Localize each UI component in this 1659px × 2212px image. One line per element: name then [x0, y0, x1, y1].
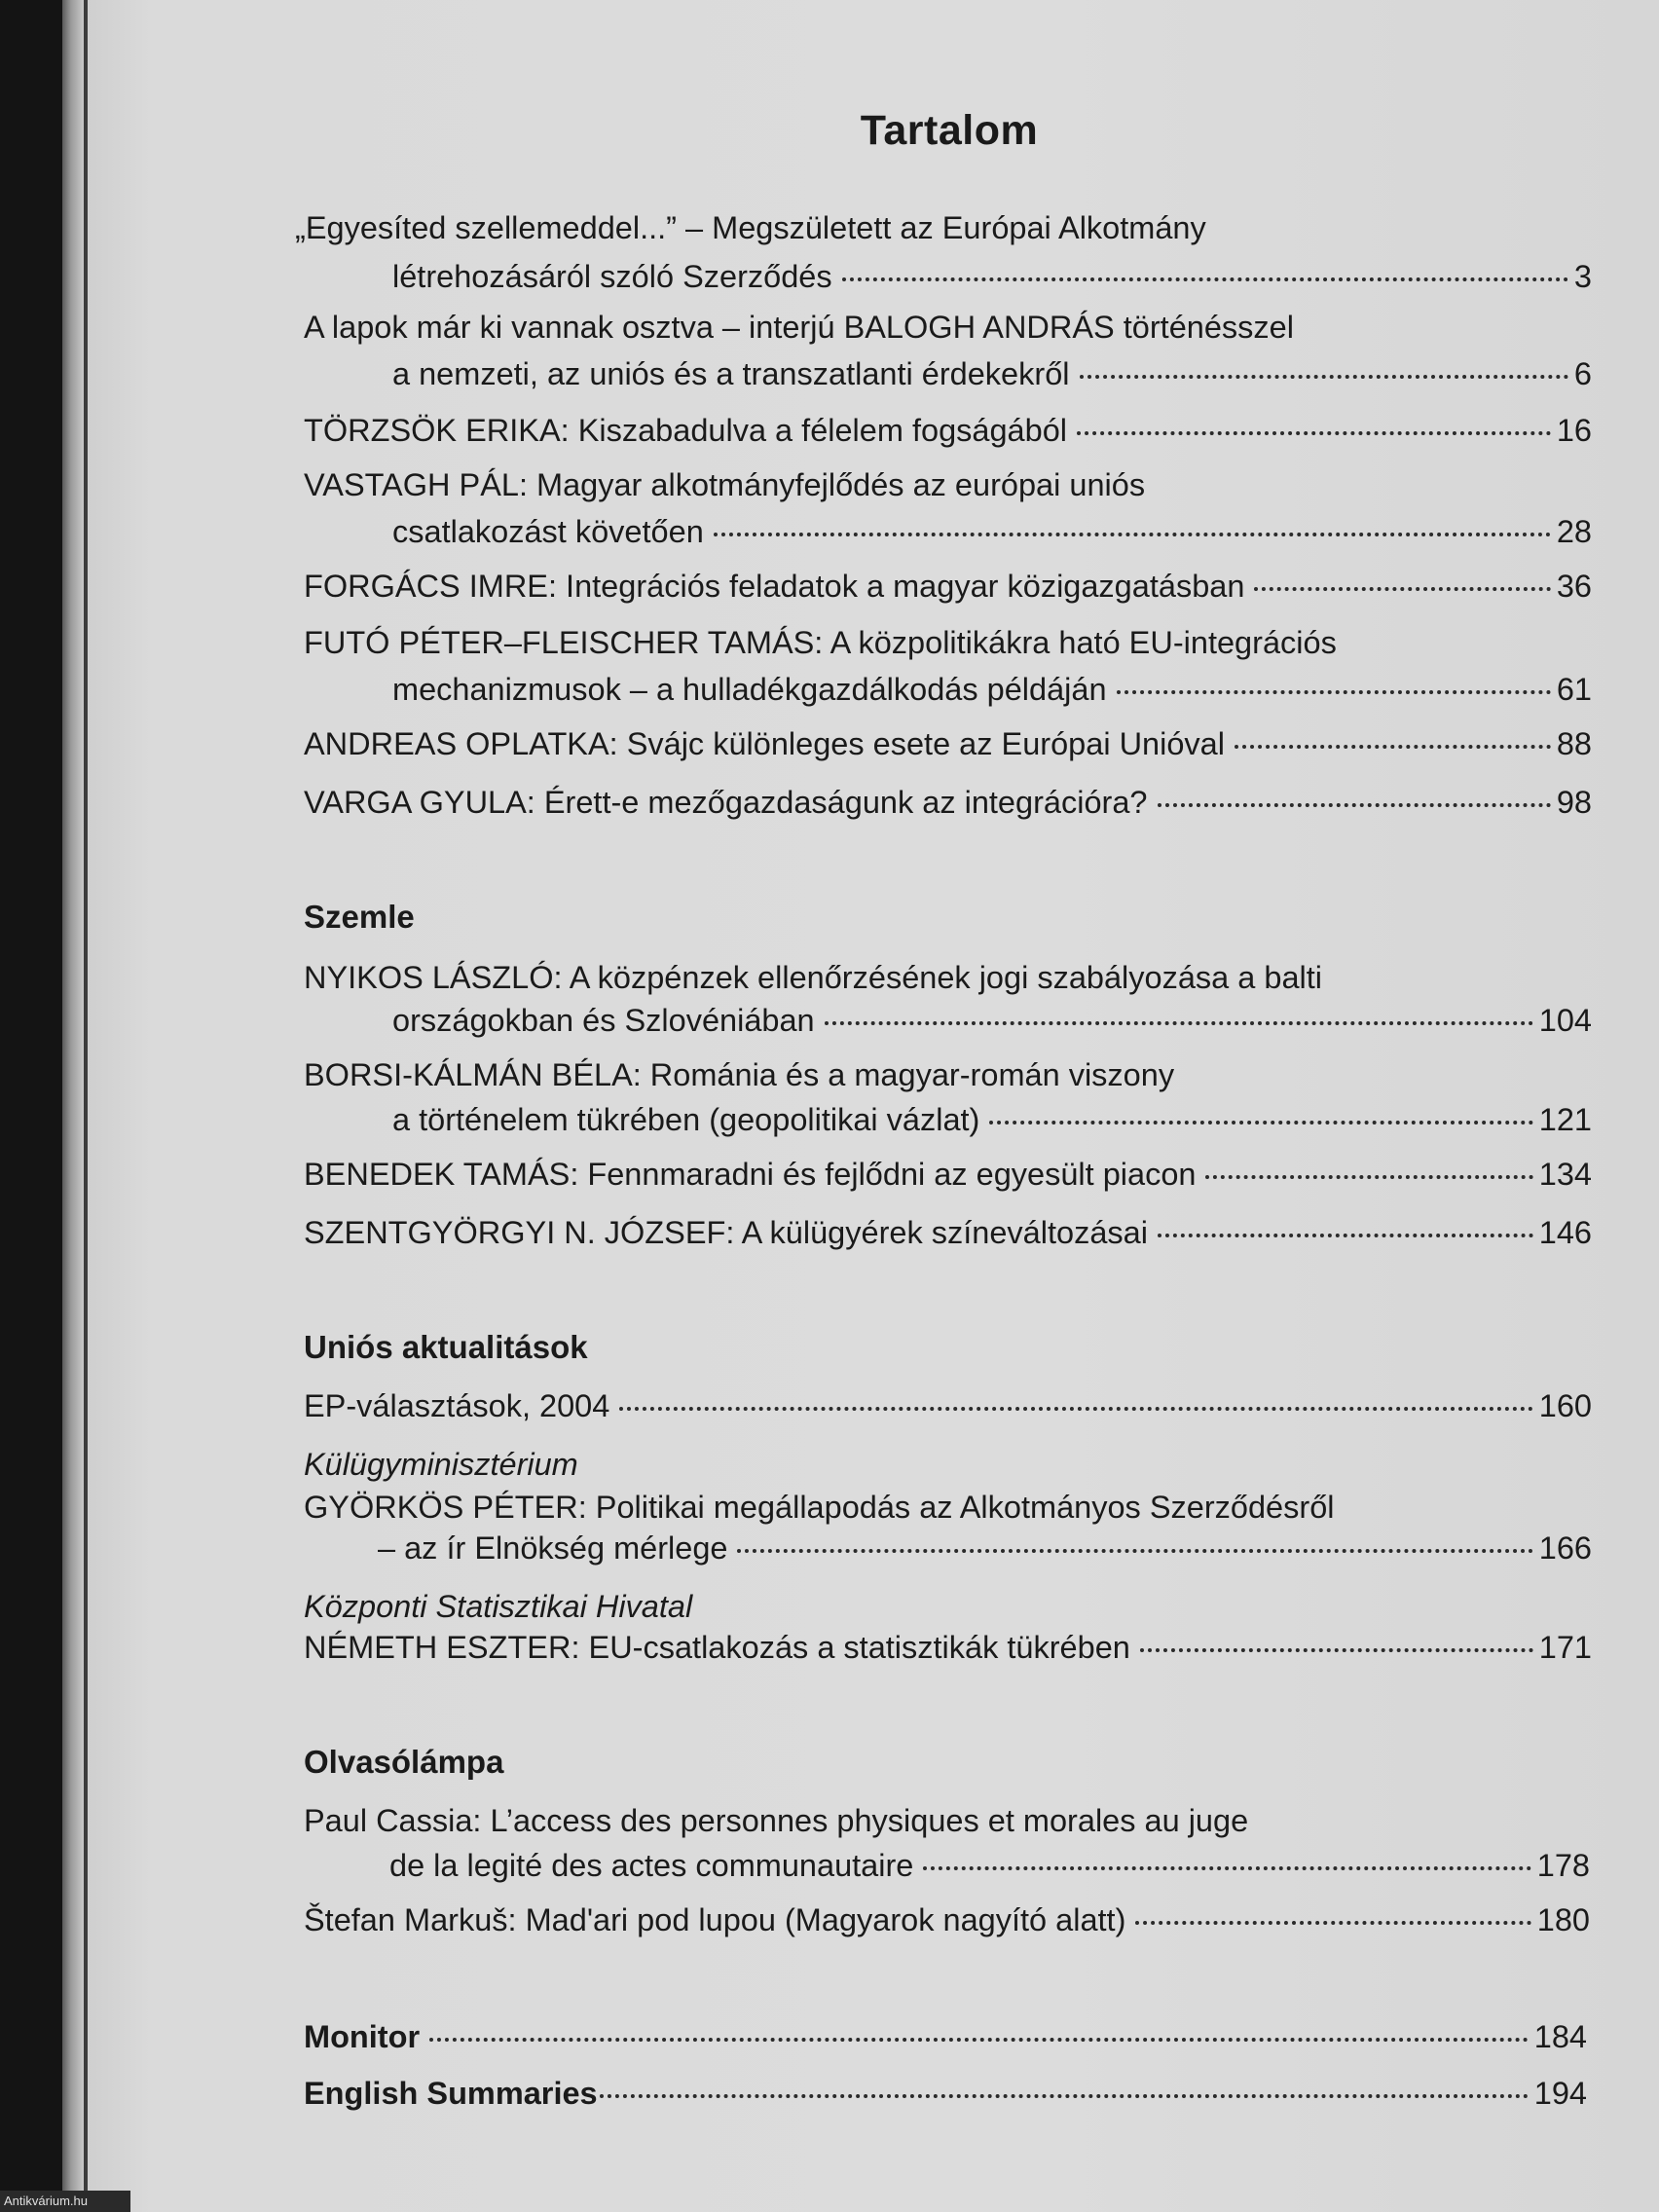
section-heading-unios: Uniós aktualitások — [304, 1329, 588, 1365]
dot-leader — [619, 1407, 1532, 1411]
entry-4-page: 28 — [1556, 514, 1592, 549]
entry-1-page: 3 — [1573, 259, 1592, 294]
dot-leader — [1158, 1234, 1533, 1237]
szemle-entry-3-page: 134 — [1538, 1157, 1592, 1192]
monitor-page: 184 — [1533, 2019, 1587, 2054]
source-kulugyminiszterium: Külügyminisztérium — [304, 1447, 578, 1482]
szemle-entry-1-line1: NYIKOS LÁSZLÓ: A közpénzek ellenőrzésének jogi szabályozása a balti — [304, 960, 1322, 995]
entry-4 — [392, 512, 1592, 551]
dot-leader — [989, 1121, 1532, 1124]
entry-3-title: TÖRZSÖK ERIKA: Kiszabadulva a félelem fogságából — [304, 413, 1067, 448]
section-heading-szemle: Szemle — [304, 899, 415, 935]
szemle-entry-4 — [304, 1213, 1592, 1252]
entry-7 — [304, 724, 1592, 763]
entry-8-page: 98 — [1556, 785, 1592, 820]
unios-entry-1 — [304, 1386, 1592, 1425]
dot-leader — [1135, 1921, 1530, 1925]
unios-entry-1-page: 160 — [1538, 1388, 1592, 1423]
dot-leader — [429, 2038, 1529, 2042]
szemle-entry-1-page: 104 — [1538, 1003, 1592, 1038]
szemle-entry-1 — [392, 1001, 1592, 1040]
entry-5 — [304, 567, 1592, 606]
entry-6-line1: FUTÓ PÉTER–FLEISCHER TAMÁS: A közpolitikákra ható EU-integrációs — [304, 625, 1337, 660]
dot-leader — [1254, 587, 1550, 591]
dot-leader — [825, 1021, 1533, 1025]
dot-leader — [1077, 431, 1551, 435]
unios-entry-1-title: EP-választások, 2004 — [304, 1388, 610, 1423]
entry-8 — [304, 783, 1592, 822]
olvaso-entry-1 — [389, 1846, 1590, 1885]
dot-leader — [923, 1866, 1530, 1870]
book-spine-shadow — [0, 0, 62, 2212]
unios-entry-2 — [378, 1529, 1592, 1567]
unios-entry-2-page: 166 — [1538, 1530, 1592, 1566]
olvaso-entry-1-page: 178 — [1536, 1848, 1590, 1883]
unios-entry-2-line2: – az ír Elnökség mérlege — [378, 1530, 728, 1566]
entry-2-line1: A lapok már ki vannak osztva – interjú BALOGH ANDRÁS történésszel — [304, 310, 1294, 345]
dot-leader — [842, 277, 1568, 281]
english-summaries-label: English Summaries — [304, 2076, 598, 2111]
dot-leader — [1080, 375, 1568, 379]
entry-1 — [392, 257, 1592, 296]
dot-leader — [737, 1549, 1532, 1553]
entry-1-line2: létrehozásáról szóló Szerződés — [392, 259, 832, 294]
entry-2 — [392, 354, 1592, 393]
book-gutter — [62, 0, 84, 2212]
entry-3-page: 16 — [1556, 413, 1592, 448]
szemle-entry-2-line2: a történelem tükrében (geopolitikai vázlat) — [392, 1102, 980, 1137]
olvaso-entry-1-line1: Paul Cassia: L’access des personnes physiques et morales au juge — [304, 1803, 1249, 1838]
dot-leader — [1205, 1175, 1532, 1179]
entry-5-page: 36 — [1556, 569, 1592, 604]
unios-entry-3 — [304, 1628, 1592, 1667]
english-summaries-page: 194 — [1533, 2076, 1587, 2111]
entry-2-page: 6 — [1573, 356, 1592, 391]
dot-leader — [714, 533, 1551, 536]
szemle-entry-2-page: 121 — [1538, 1102, 1592, 1137]
dot-leader — [1140, 1648, 1533, 1652]
entry-4-line2: csatlakozást követően — [392, 514, 704, 549]
monitor-entry — [304, 2017, 1587, 2056]
entry-6-page: 61 — [1556, 672, 1592, 707]
unios-entry-3-title: NÉMETH ESZTER: EU-csatlakozás a statisztikák tükrében — [304, 1630, 1130, 1665]
monitor-label: Monitor — [304, 2019, 421, 2054]
entry-6-line2: mechanizmusok – a hulladékgazdálkodás példáján — [392, 672, 1107, 707]
olvaso-entry-2 — [304, 1900, 1590, 1939]
olvaso-entry-2-page: 180 — [1536, 1902, 1590, 1937]
szemle-entry-4-page: 146 — [1538, 1215, 1592, 1250]
entry-8-title: VARGA GYULA: Érett-e mezőgazdaságunk az integrációra? — [304, 785, 1148, 820]
section-heading-olvasolampa: Olvasólámpa — [304, 1744, 504, 1780]
szemle-entry-3-title: BENEDEK TAMÁS: Fennmaradni és fejlődni az egyesült piacon — [304, 1157, 1197, 1192]
entry-7-title: ANDREAS OPLATKA: Svájc különleges esete az Európai Unióval — [304, 726, 1225, 761]
english-summaries-entry — [304, 2074, 1587, 2113]
watermark: Antikvárium.hu — [0, 2191, 130, 2212]
dot-leader — [600, 2094, 1529, 2098]
olvaso-entry-1-line2: de la legité des actes communautaire — [389, 1848, 914, 1883]
szemle-entry-2-line1: BORSI-KÁLMÁN BÉLA: Románia és a magyar-román viszony — [304, 1057, 1175, 1092]
entry-5-title: FORGÁCS IMRE: Integrációs feladatok a magyar közigazgatásban — [304, 569, 1245, 604]
unios-entry-2-line1: GYÖRKÖS PÉTER: Politikai megállapodás az Alkotmányos Szerződésről — [304, 1490, 1335, 1525]
source-ksh: Központi Statisztikai Hivatal — [304, 1589, 693, 1624]
dot-leader — [1117, 690, 1551, 694]
dot-leader — [1235, 745, 1551, 749]
szemle-entry-4-title: SZENTGYÖRGYI N. JÓZSEF: A külügyérek színeváltozásai — [304, 1215, 1148, 1250]
entry-1-line1: „Egyesíted szellemeddel...” – Megszületett az Európai Alkotmány — [295, 210, 1206, 245]
entry-6 — [392, 670, 1592, 709]
szemle-entry-2 — [392, 1100, 1592, 1139]
olvaso-entry-2-title: Štefan Markuš: Mad'ari pod lupou (Magyarok nagyító alatt) — [304, 1902, 1126, 1937]
entry-2-line2: a nemzeti, az uniós és a transzatlanti érdekekről — [392, 356, 1070, 391]
szemle-entry-3 — [304, 1155, 1592, 1194]
unios-entry-3-page: 171 — [1538, 1630, 1592, 1665]
page-title: Tartalom — [860, 107, 1039, 154]
entry-3 — [304, 411, 1592, 450]
entry-4-line1: VASTAGH PÁL: Magyar alkotmányfejlődés az európai uniós — [304, 467, 1146, 502]
szemle-entry-1-line2: országokban és Szlovéniában — [392, 1003, 815, 1038]
dot-leader — [1158, 803, 1551, 807]
entry-7-page: 88 — [1556, 726, 1592, 761]
